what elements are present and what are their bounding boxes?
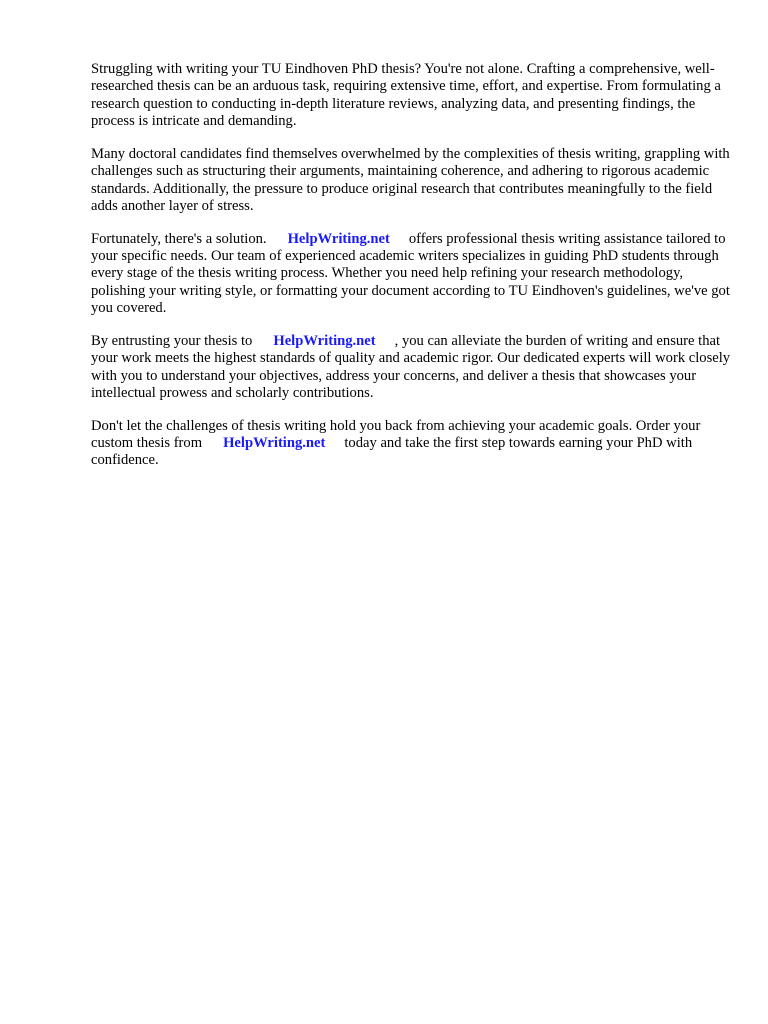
paragraph-entrusting-rest: , you can alleviate the burden of writing and ensure that your work meets the highest standards of quality and academic rigor. Our dedicated experts will work closely with you to understand your objectives, address your concerns, and deliver a thesis that showcases your intellectual prowess and scholarly contributions.	[91, 332, 731, 402]
helpwriting-link[interactable]: HelpWriting.net	[223, 435, 326, 452]
paragraph-solution-lead: Fortunately, there's a solution.	[91, 230, 267, 247]
helpwriting-link[interactable]: HelpWriting.net	[273, 332, 376, 349]
paragraph-cta-rest: today and take the first step towards earning your PhD with confidence.	[91, 435, 693, 469]
document-body	[91, 61, 731, 485]
paragraph-call-to-action	[91, 418, 731, 470]
paragraph-challenges: Many doctoral candidates find themselves overwhelmed by the complexities of thesis writing, grappling with challenges such as structuring their arguments, maintaining coherence, and adhering to rigorous academic standards. Additionally, the pressure to produce original research that contributes meaningfully to the field adds another layer of stress.	[91, 145, 730, 215]
paragraph-entrusting-lead: By entrusting your thesis to	[91, 332, 253, 349]
paragraph-solution	[91, 231, 731, 318]
paragraph-solution-rest: offers professional thesis writing assistance tailored to your specific needs. Our team of experienced academic writers specializes in guiding PhD students through every stage of the thesis writing process. Whether you need help refining your research methodology, polishing your writing style, or formatting your document according to TU Eindhoven's guidelines, we've got you covered.	[91, 230, 730, 317]
paragraph-cta-lead: Don't let the challenges of thesis writing hold you back from achieving your academic goals. Order your custom thesis from	[91, 417, 701, 452]
helpwriting-link[interactable]: HelpWriting.net	[287, 230, 390, 247]
paragraph-entrusting	[91, 333, 731, 403]
paragraph-intro: Struggling with writing your TU Eindhoven PhD thesis? You're not alone. Crafting a comprehensive, well-researched thesis can be an arduous task, requiring extensive time, effort, and expertise. From formulating a research question to conducting in-depth literature reviews, analyzing data, and presenting findings, the process is intricate and demanding.	[91, 61, 721, 130]
